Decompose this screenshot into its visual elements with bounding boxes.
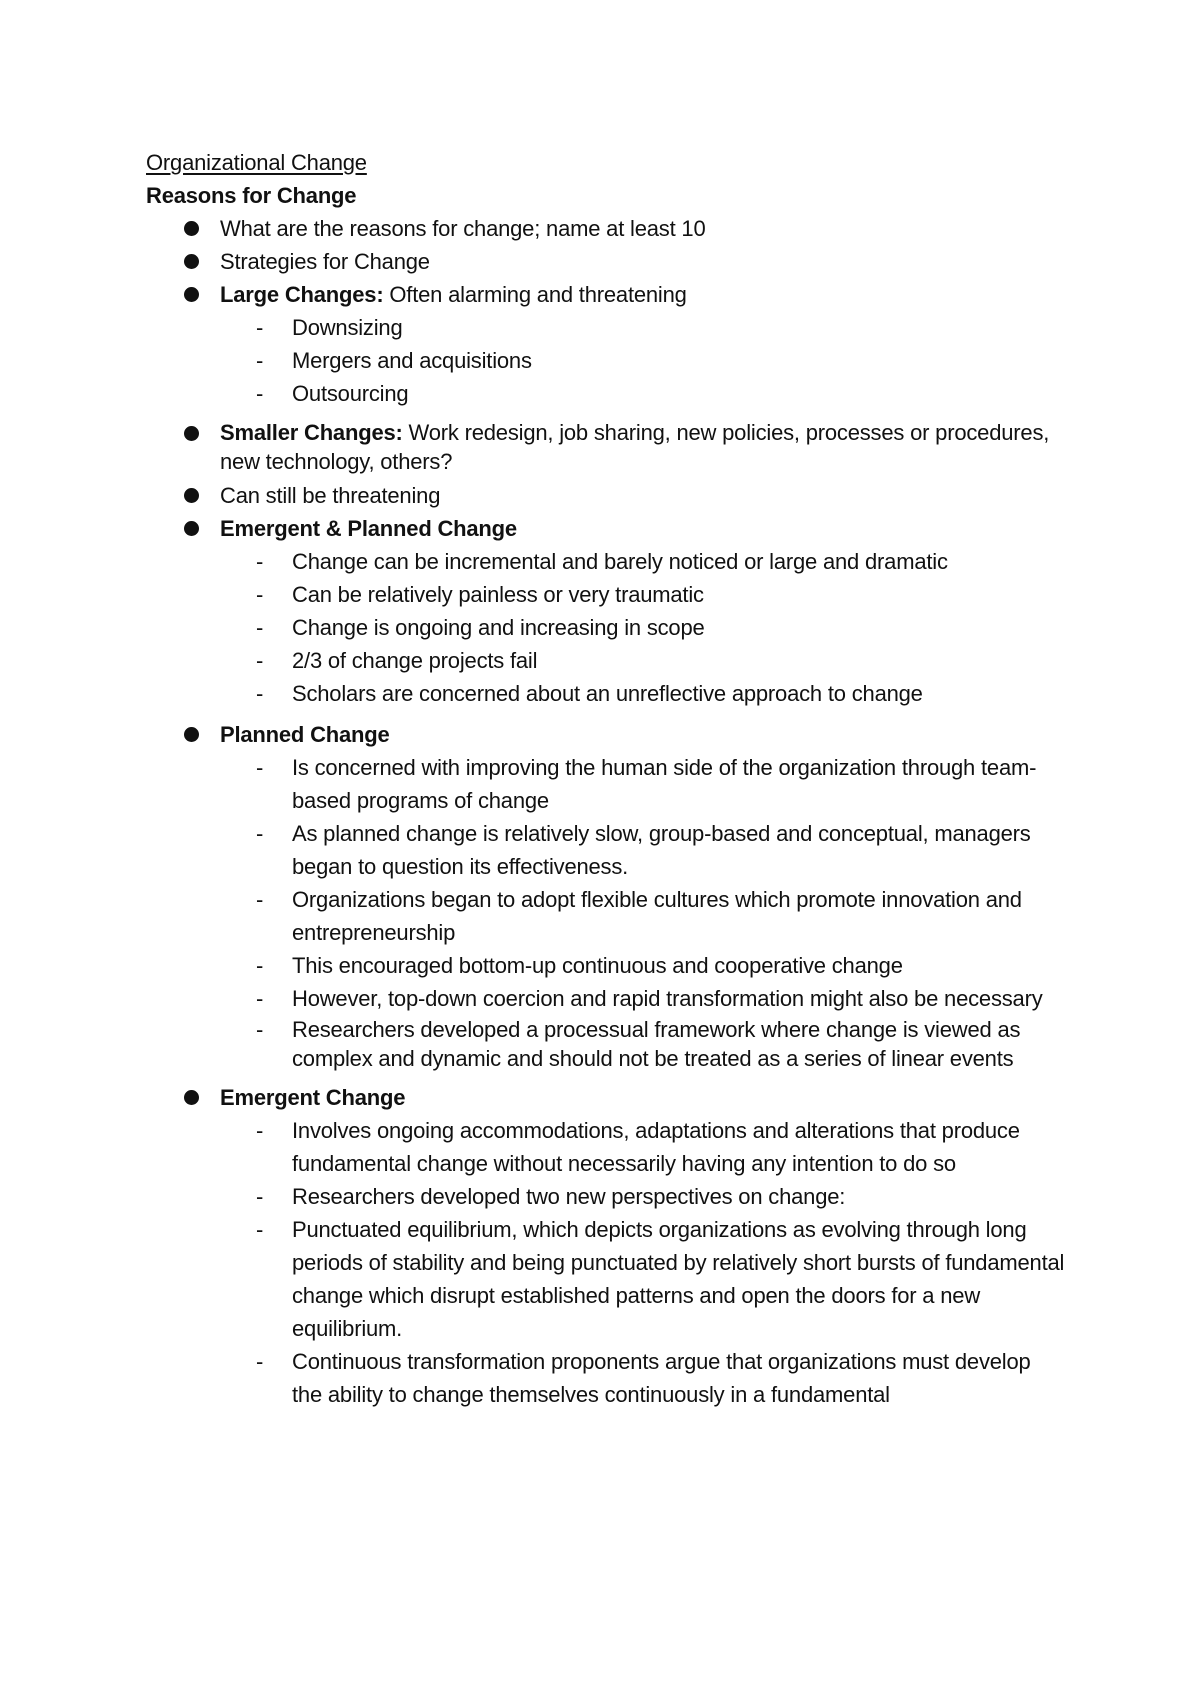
document-title: Organizational Change (146, 150, 367, 175)
sub-list-item (146, 949, 1066, 982)
sub-list (220, 1114, 1066, 1411)
list-item (146, 418, 1066, 476)
sub-list-item (146, 1015, 1066, 1073)
sub-item-text: Punctuated equilibrium, which depicts organizations as evolving through long periods of stability and being punctuated by relatively short bursts of fundamental change which disrupt established patterns and open the doors for a new equilibrium. (292, 1217, 1065, 1341)
bullet-bold-label: Large Changes: (220, 282, 384, 307)
dash-icon: - (256, 821, 264, 846)
sub-list-item (146, 817, 1066, 883)
sub-list-item (146, 611, 1066, 644)
bullet-text: Can still be threatening (220, 483, 441, 508)
sub-list-item (146, 677, 1066, 710)
bullet-icon (184, 1090, 199, 1105)
sub-list (220, 545, 1066, 710)
sub-list-item (146, 344, 1066, 377)
sub-item-text: Outsourcing (292, 381, 409, 406)
sub-item-text: Organizations began to adopt flexible cultures which promote innovation and entrepreneurship (292, 887, 1022, 945)
bullet-text: What are the reasons for change; name at least 10 (220, 216, 706, 241)
dash-icon: - (256, 582, 264, 607)
sub-item-text: Involves ongoing accommodations, adaptations and alterations that produce fundamental change without necessarily having any intention to do so (292, 1118, 1020, 1176)
dash-icon: - (256, 953, 264, 978)
sub-list-item (146, 751, 1066, 817)
dash-icon: - (256, 381, 264, 406)
dash-icon: - (256, 648, 264, 673)
sub-item-text: Is concerned with improving the human side of the organization through team-based programs of change (292, 755, 1037, 813)
bullet-icon (184, 426, 199, 441)
bullet-text: Work redesign, job sharing, new policies, processes or procedures, new technology, others? (220, 420, 1050, 474)
dash-icon: - (256, 549, 264, 574)
sub-item-text: 2/3 of change projects fail (292, 648, 538, 673)
sub-item-text: Can be relatively painless or very traumatic (292, 582, 704, 607)
sub-item-text: Continuous transformation proponents argue that organizations must develop the ability to change themselves continuously in a fundamental (292, 1349, 1031, 1407)
dash-icon: - (256, 615, 264, 640)
sub-list-item (146, 311, 1066, 344)
bullet-icon (184, 287, 199, 302)
sub-item-text: Researchers developed two new perspectives on change: (292, 1184, 846, 1209)
sub-list-item (146, 1345, 1066, 1411)
sub-item-text: Change is ongoing and increasing in scope (292, 615, 705, 640)
sub-list-item (146, 883, 1066, 949)
bullet-icon (184, 521, 199, 536)
dash-icon: - (256, 1184, 264, 1209)
sub-item-text: Mergers and acquisitions (292, 348, 532, 373)
sub-list (220, 311, 1066, 410)
list-item (146, 512, 1066, 710)
dash-icon: - (256, 681, 264, 706)
sub-item-text: Researchers developed a processual framework where change is viewed as complex and dynamic and should not be treated as a series of linear events (292, 1017, 1021, 1071)
list-item (146, 212, 1066, 245)
sub-list-item (146, 1114, 1066, 1180)
list-item (146, 479, 1066, 512)
sub-list-item (146, 545, 1066, 578)
sub-item-text: However, top-down coercion and rapid transformation might also be necessary (292, 986, 1043, 1011)
dash-icon: - (256, 1118, 264, 1143)
dash-icon: - (256, 315, 264, 340)
bullet-bold-label: Smaller Changes: (220, 420, 403, 445)
dash-icon: - (256, 887, 264, 912)
bullet-text: Strategies for Change (220, 249, 430, 274)
dash-icon: - (256, 348, 264, 373)
list-item (146, 278, 1066, 410)
dash-icon: - (256, 1349, 264, 1374)
bullet-bold-label: Emergent & Planned Change (220, 516, 517, 541)
section-heading: Reasons for Change (146, 183, 357, 208)
bullet-text: Often alarming and threatening (383, 282, 687, 307)
sub-list (220, 751, 1066, 1073)
bullet-icon (184, 221, 199, 236)
list-item (146, 245, 1066, 278)
sub-item-text: Scholars are concerned about an unreflective approach to change (292, 681, 923, 706)
bullet-bold-label: Planned Change (220, 722, 390, 747)
sub-list-item (146, 578, 1066, 611)
bullet-icon (184, 488, 199, 503)
list-item (146, 718, 1066, 1073)
bullet-bold-label: Emergent Change (220, 1085, 406, 1110)
list-item (146, 1081, 1066, 1411)
sub-list-item (146, 1180, 1066, 1213)
sub-item-text: This encouraged bottom-up continuous and cooperative change (292, 953, 903, 978)
sub-list-item (146, 377, 1066, 410)
bullet-icon (184, 727, 199, 742)
sub-item-text: Change can be incremental and barely noticed or large and dramatic (292, 549, 948, 574)
document-page (146, 146, 1066, 1411)
sub-list-item (146, 982, 1066, 1015)
dash-icon: - (256, 1017, 264, 1042)
bullet-icon (184, 254, 199, 269)
sub-list-item (146, 1213, 1066, 1345)
bullet-list (146, 212, 1066, 1411)
sub-list-item (146, 644, 1066, 677)
sub-item-text: Downsizing (292, 315, 403, 340)
sub-item-text: As planned change is relatively slow, group-based and conceptual, managers began to question its effectiveness. (292, 821, 1031, 879)
dash-icon: - (256, 1217, 264, 1242)
dash-icon: - (256, 986, 264, 1011)
dash-icon: - (256, 755, 264, 780)
